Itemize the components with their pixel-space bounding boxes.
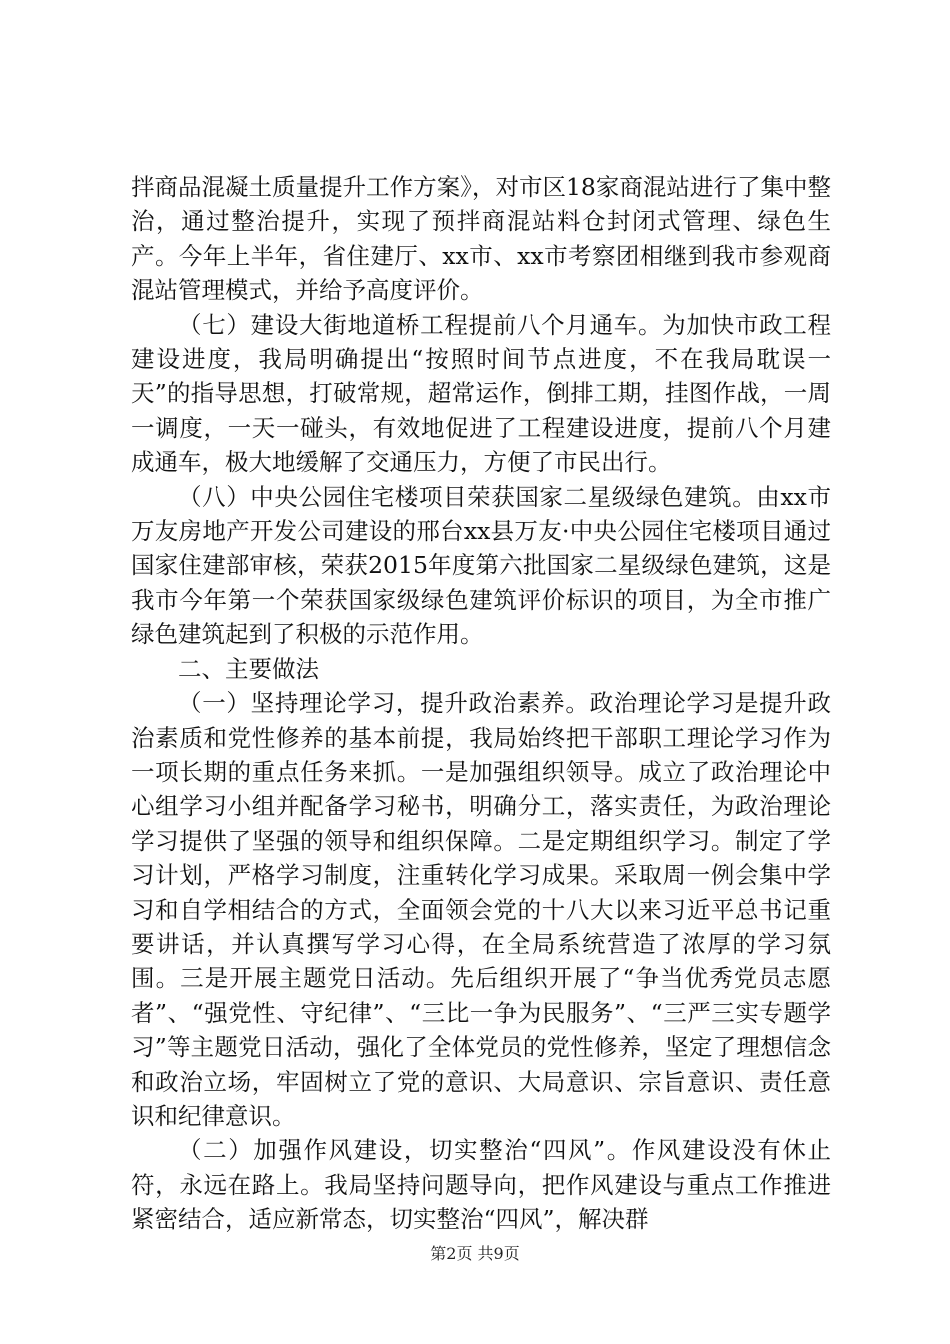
section-heading: 二、主要做法 (178, 654, 319, 683)
paragraph-5: （一）坚持理论学习，提升政治素养。政治理论学习是提升政治素质和党性修养的基本前提，我局始终把干部职工理论学习作为一项长期的重点任务来抓。一是加强组织领导。成立了政治理论中心组学习小组并配备学习秘书，明确分工，落实责任，为政治理论学习提供了坚强的领导和组织保障。二是定期组织学习。制定了学习计划，严格学习制度，注重转化学习成果。采取周一例会集中学习和自学相结合的方式，全面领会党的十八大以来习近平总书记重要讲话，并认真撰写学习心得，在全局系统营造了浓厚的学习氛围。三是开展主题党日活动。先后组织开展了“争当优秀党员志愿者”、“强党性、守纪律”、“三比一争为民服务”、“三严三实专题学习”等主题党日活动，强化了全体党员的党性修养，坚定了理想信念和政治立场，牢固树立了党的意识、大局意识、宗旨意识、责任意识和纪律意识。 (131, 689, 831, 1130)
page-footer: 第2页 共9页 (430, 1244, 520, 1263)
document-body (131, 170, 831, 1237)
paragraph-6: （二）加强作风建设，切实整治“四风”。作风建设没有休止符，永远在路上。我局坚持问题导向，把作风建设与重点工作推进紧密结合，适应新常态，切实整治“四风”，解决群 (131, 1136, 831, 1234)
paragraph-1: 拌商品混凝土质量提升工作方案》，对市区18家商混站进行了集中整治，通过整治提升，实现了预拌商混站料仓封闭式管理、绿色生产。今年上半年，省住建厅、xx市、xx市考察团相继到我市参观商混站管理模式，并给予高度评价。 (131, 173, 831, 305)
paragraph-2: （七）建设大街地道桥工程提前八个月通车。为加快市政工程建设进度，我局明确提出“按照时间节点进度，不在我局耽误一天”的指导思想，打破常规，超常运作，倒排工期，挂图作战，一周一调度，一天一碰头，有效地促进了工程建设进度，提前八个月建成通车，极大地缓解了交通压力，方便了市民出行。 (131, 310, 831, 477)
paragraph-3: （八）中央公园住宅楼项目荣获国家二星级绿色建筑。由xx市万友房地产开发公司建设的邢台xx县万友·中央公园住宅楼项目通过国家住建部审核，荣获2015年度第六批国家二星级绿色建筑，这是我市今年第一个荣获国家级绿色建筑评价标识的项目，为全市推广绿色建筑起到了积极的示范作用。 (131, 482, 831, 649)
